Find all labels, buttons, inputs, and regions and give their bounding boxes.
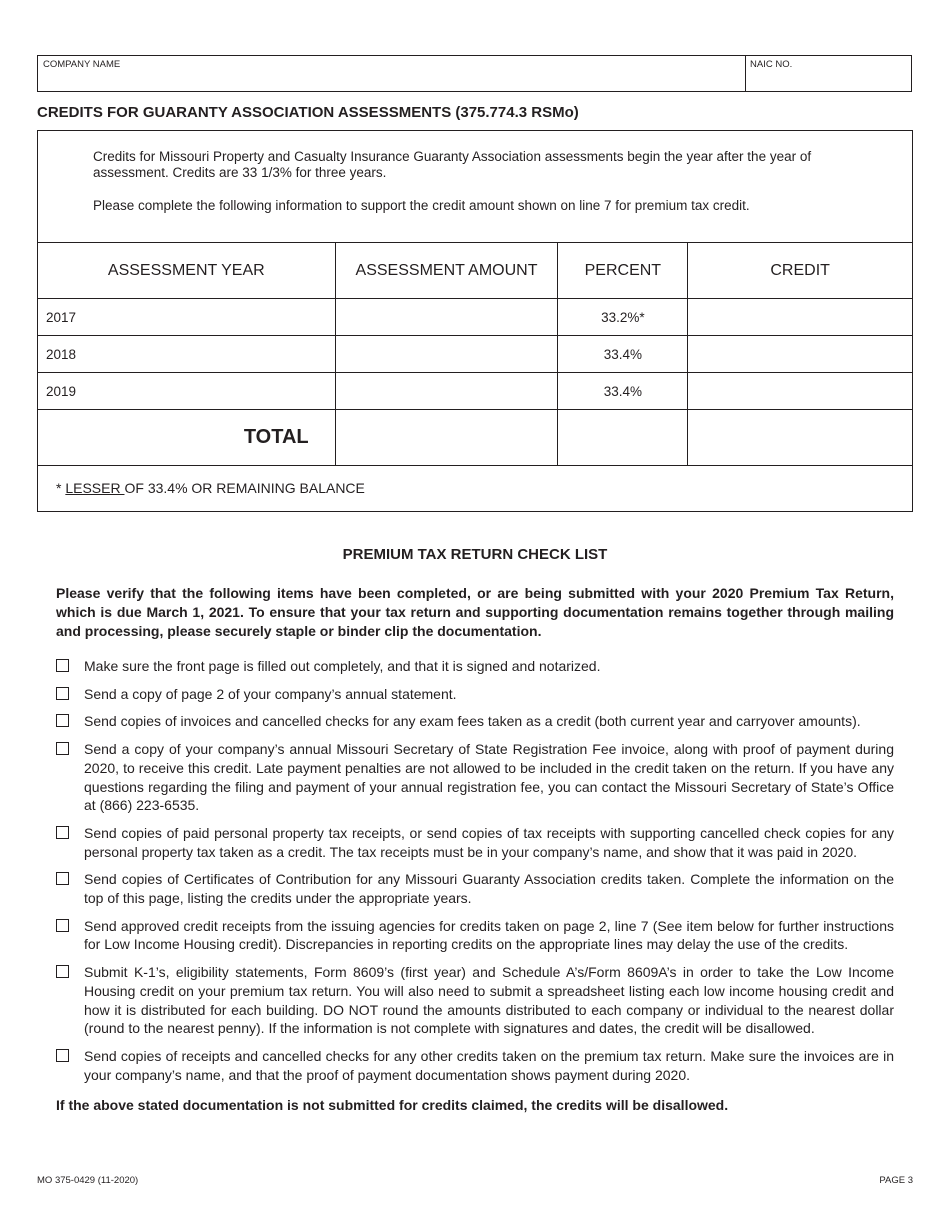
checklist-item (56, 1047, 894, 1084)
form-id: MO 375-0429 (11-2020) (37, 1175, 139, 1186)
footnote-star: * (56, 480, 66, 496)
company-header-box (37, 55, 912, 92)
checklist-title: PREMIUM TAX RETURN CHECK LIST (342, 546, 608, 563)
checklist-item-text: Send a copy of your company’s annual Missouri Secretary of State Registration Fee invoice, along with proof of payment during 2020, to receive this credit. Late payment penalties are not allowed to be included in the credit taken on the return. If you have any questions regarding the filing and payment of your annual registration fee, you can contact the Missouri Secretary of State’s Office at (866) 223-6535. (84, 741, 894, 814)
checklist-item (56, 740, 894, 815)
credits-footnote (56, 480, 365, 496)
checklist-item (56, 657, 894, 676)
checklist-closing-note: If the above stated documentation is not submitted for credits claimed, the credits will be disallowed. (56, 1097, 729, 1113)
checkbox[interactable] (56, 687, 69, 700)
checkbox[interactable] (56, 826, 69, 839)
col-header-percent: PERCENT (558, 243, 688, 299)
checklist-item (56, 824, 894, 861)
naic-number-label: NAIC NO. (750, 59, 793, 70)
credit-cell[interactable] (688, 299, 913, 336)
checklist-items (56, 657, 894, 1093)
checkbox[interactable] (56, 714, 69, 727)
naic-divider (745, 56, 746, 91)
col-header-amount: ASSESSMENT AMOUNT (335, 243, 558, 299)
checklist-item-text: Send copies of receipts and cancelled checks for any other credits taken on the premium tax return. Make sure the invoices are in your company’s name, and that the proof of payment documentation shows payment during 2020. (84, 1047, 894, 1083)
checkbox[interactable] (56, 919, 69, 932)
credits-section-title: CREDITS FOR GUARANTY ASSOCIATION ASSESSMENTS (375.774.3 RSMo) (37, 104, 579, 121)
percent-cell: 33.4% (558, 336, 688, 373)
table-row (38, 299, 913, 336)
percent-cell: 33.2%* (558, 299, 688, 336)
credits-table (37, 242, 913, 466)
page-number: PAGE 3 (879, 1175, 913, 1186)
table-row (38, 373, 913, 410)
checklist-item-text: Send copies of invoices and cancelled checks for any exam fees taken as a credit (both current year and carryover amounts). (84, 713, 861, 730)
credits-box (37, 130, 913, 512)
checklist-item (56, 712, 894, 731)
total-percent-cell (558, 410, 688, 466)
footnote-rest: OF 33.4% OR REMAINING BALANCE (124, 480, 365, 496)
checklist-item (56, 870, 894, 907)
table-row (38, 336, 913, 373)
year-cell: 2019 (38, 373, 336, 410)
checkbox[interactable] (56, 872, 69, 885)
credits-intro-text: Credits for Missouri Property and Casualty Insurance Guaranty Association assessments begin the year after the year of assessment. Credits are 33 1/3% for three years. (93, 149, 812, 180)
checkbox[interactable] (56, 1049, 69, 1062)
year-cell: 2017 (38, 299, 336, 336)
checklist-item (56, 963, 894, 1038)
checklist-item-text: Send approved credit receipts from the issuing agencies for credits taken on page 2, line 7 (See item below for further instructions for Low Income Housing credit). Discrepancies in reporting credits on the appropriate lines may delay the use of the credits. (84, 917, 894, 953)
total-label: TOTAL (38, 410, 336, 466)
footnote-lesser: LESSER (65, 480, 125, 496)
credit-cell[interactable] (688, 336, 913, 373)
table-header-row (38, 243, 913, 299)
checkbox[interactable] (56, 965, 69, 978)
amount-cell[interactable] (335, 336, 558, 373)
company-name-label: COMPANY NAME (43, 59, 121, 70)
year-cell: 2018 (38, 336, 336, 373)
checklist-item-text: Send copies of Certificates of Contribution for any Missouri Guaranty Association credits taken. Complete the information on the top of this page, listing the credits under the appropriate years. (84, 871, 894, 907)
total-amount-cell[interactable] (335, 410, 558, 466)
checklist-item-text: Submit K-1’s, eligibility statements, Form 8609’s (first year) and Schedule A’s/Form 8609A’s in order to take the Low Income Housing credit on your premium tax return. You will also need to submit a spreadsheet listing each low income housing credit and how it is distributed for each building. DO NOT round the amounts distributed to each company or individual to the nearest dollar (round to the nearest penny). If the information is not complete with signatures and dates, the credit will be disallowed. (84, 964, 894, 1037)
total-row (38, 410, 913, 466)
percent-cell: 33.4% (558, 373, 688, 410)
total-credit-cell[interactable] (688, 410, 913, 466)
checklist-item-text: Send a copy of page 2 of your company’s annual statement. (84, 685, 457, 702)
col-header-year: ASSESSMENT YEAR (38, 243, 336, 299)
checklist-item (56, 917, 894, 954)
checklist-item-text: Send copies of paid personal property tax receipts, or send copies of tax receipts with supporting cancelled check copies for any personal property tax taken as a credit. The tax receipts must be in your company’s name, and show that it was paid in 2020. (84, 824, 894, 860)
checkbox[interactable] (56, 659, 69, 672)
credits-instruction-text: Please complete the following information to support the credit amount shown on line 7 for premium tax credit. (93, 198, 750, 213)
checklist-item-text: Make sure the front page is filled out completely, and that it is signed and notarized. (84, 658, 601, 674)
checklist-item (56, 685, 894, 704)
checkbox[interactable] (56, 742, 69, 755)
amount-cell[interactable] (335, 373, 558, 410)
col-header-credit: CREDIT (688, 243, 913, 299)
amount-cell[interactable] (335, 299, 558, 336)
checklist-intro: Please verify that the following items have been completed, or are being submitted with your 2020 Premium Tax Return, which is due March 1, 2021. To ensure that your tax return and supporting documentation remains together through mailing and processing, please securely staple or binder clip the documentation. (56, 585, 894, 639)
credit-cell[interactable] (688, 373, 913, 410)
